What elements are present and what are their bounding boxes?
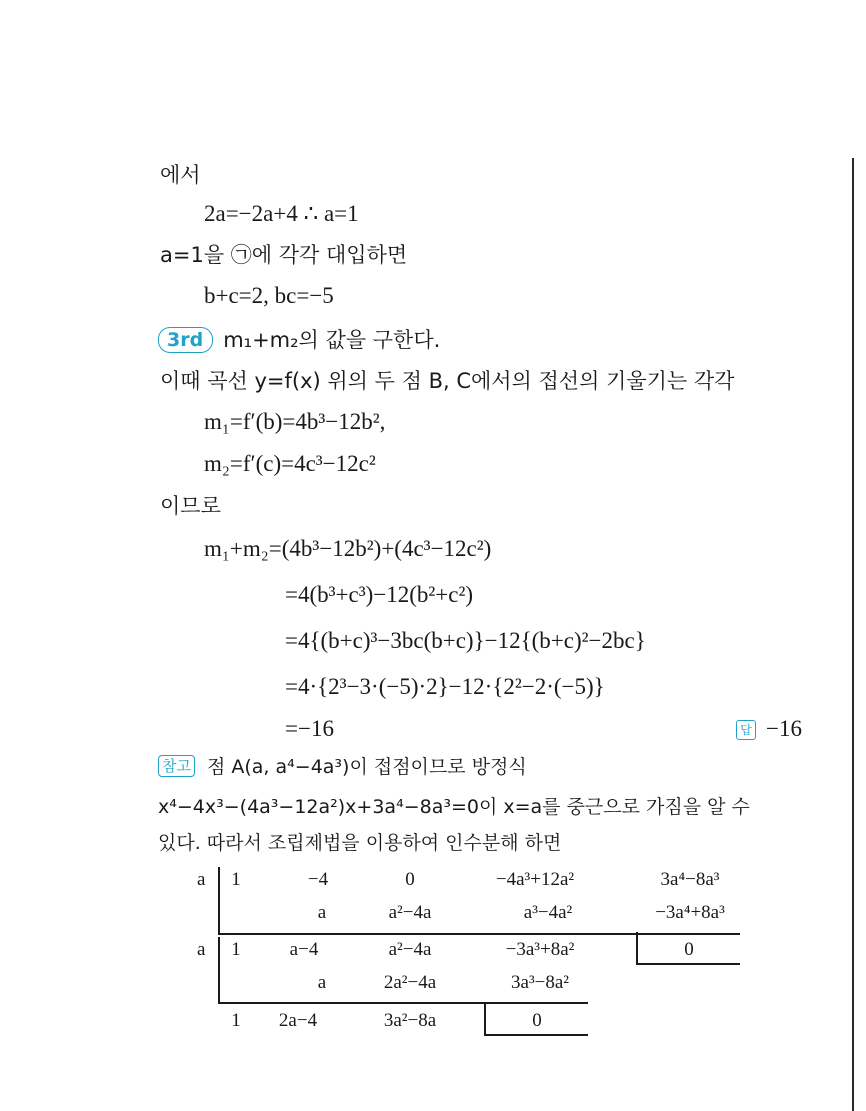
equation-line-12: =4{(b+c)³−3bc(b+c)}−12{(b+c)²−2bc} [285,628,646,653]
division-cell: 3a²−8a [383,1010,437,1031]
division-bar [218,937,220,1003]
division-root: a [197,939,206,960]
step-badge: 3rd [158,327,213,353]
remainder-box-left [484,1002,486,1035]
remainder-box-bottom [636,963,740,965]
equation-line-4: b+c=2, bc=−5 [204,283,334,308]
division-cell: a²−4a [388,939,432,960]
text-line-6: 이때 곡선 y=f(x) 위의 두 점 B, C에서의 접선의 기울기는 각각 [160,369,735,393]
reference-badge: 참고 [158,755,195,777]
remainder-box-left [636,932,638,964]
division-root: a [197,869,206,890]
division-bar [218,867,220,935]
text-line-1: 에서 [160,163,201,187]
note-line-3: 있다. 따라서 조립제법을 이용하여 인수분해 하면 [158,832,562,854]
answer-value: −16 [766,716,802,741]
division-cell: a [317,902,327,923]
equation-line-13: =4·{2³−3·(−5)·2}−12·{2²−2·(−5)} [285,674,605,699]
division-remainder: 0 [684,939,694,960]
division-cell: −3a³+8a² [505,939,575,960]
equation-line-2: 2a=−2a+4 ∴ a=1 [204,201,359,226]
equation-line-10: m₁+m₂=(4b³−12b²)+(4c³−12c²) [204,536,492,561]
step-heading [158,325,440,355]
division-remainder: 0 [532,1010,542,1031]
note-text-1: 점 A(a, a⁴−4a³)이 접점이므로 방정식 [206,756,527,778]
answer [736,714,802,744]
page-edge-rule [852,158,854,1111]
division-cell: a−4 [289,939,319,960]
equation-line-8: m₂=f′(c)=4c³−12c² [204,451,376,476]
division-cell: 1 [231,869,241,890]
text-line-9: 이므로 [160,494,221,518]
answer-badge: 답 [736,720,756,740]
division-cell: 0 [405,869,415,890]
division-cell: a²−4a [388,902,432,923]
step-heading-text: m₁+m₂의 값을 구한다. [223,328,441,352]
equation-line-7: m₁=f′(b)=4b³−12b², [204,409,386,434]
remainder-box-bottom [484,1034,588,1036]
division-cell: 3a³−8a² [511,972,569,993]
division-cell: 3a⁴−8a³ [660,869,720,890]
text-line-3: a=1을 ㉠에 각각 대입하면 [160,243,408,267]
division-cell: 1 [231,1010,241,1031]
division-cell: −4a³+12a² [495,869,575,890]
note-line-1 [158,752,527,782]
note-line-2: x⁴−4x³−(4a³−12a²)x+3a⁴−8a³=0이 x=a를 중근으로 가짐을 알 수 [158,796,750,818]
division-cell: 2a²−4a [383,972,437,993]
division-cell: −3a⁴+8a³ [655,902,725,923]
division-line [218,1002,588,1004]
division-cell: a [317,972,327,993]
division-cell: 2a−4 [278,1010,318,1031]
division-cell: 1 [231,939,241,960]
equation-line-14: =−16 [285,716,334,741]
division-cell: a³−4a² [523,902,573,923]
division-cell: −4 [307,869,329,890]
equation-line-11: =4(b³+c³)−12(b²+c²) [285,582,474,607]
division-line [218,933,740,935]
